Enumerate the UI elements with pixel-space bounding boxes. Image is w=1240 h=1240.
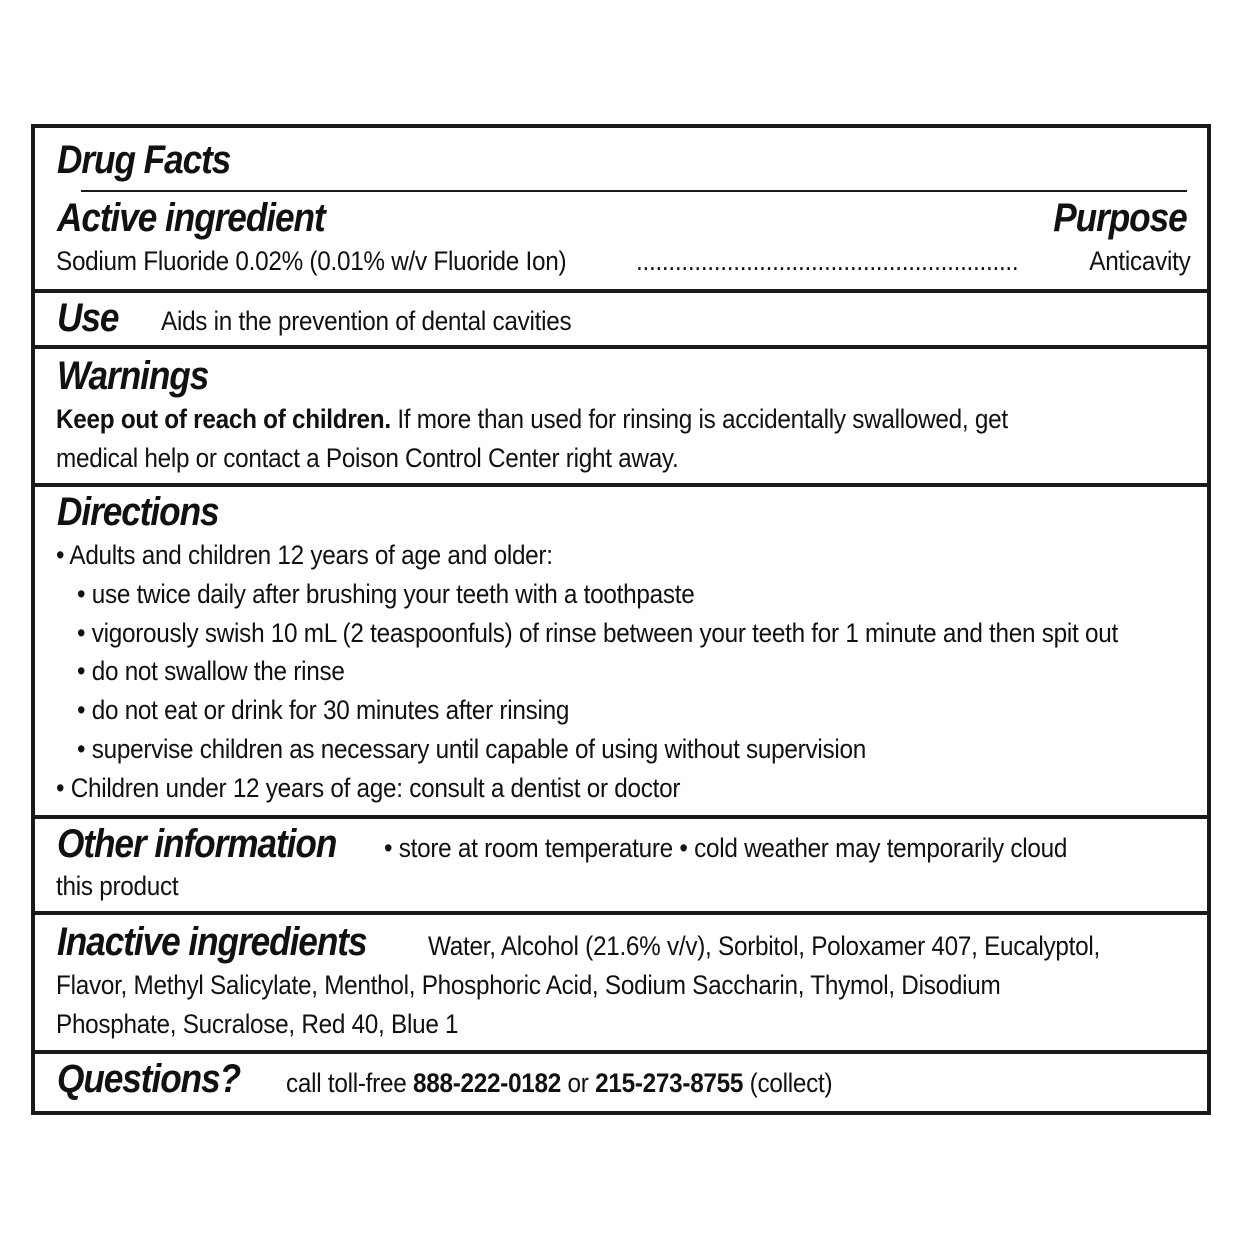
- directions-heading: Directions: [57, 490, 219, 534]
- active-ingredient-row: [56, 246, 1191, 280]
- directions-subitem: • do not eat or drink for 30 minutes after rinsing: [77, 695, 570, 725]
- inactive-ingredients-line-2: Flavor, Methyl Salicylate, Menthol, Phosphoric Acid, Sodium Saccharin, Thymol, Disodium: [56, 970, 1001, 1000]
- directions-item: • Children under 12 years of age: consult a dentist or doctor: [56, 773, 681, 803]
- directions-subitem: • vigorously swish 10 mL (2 teaspoonfuls) of rinse between your teeth for 1 minute and then spit out: [77, 618, 1118, 648]
- drug-facts-title: Drug Facts: [57, 138, 231, 182]
- purpose-text: Anticavity: [1089, 246, 1191, 276]
- directions-subitem: • do not swallow the rinse: [77, 656, 345, 686]
- inactive-ingredients-line-1: Water, Alcohol (21.6% v/v), Sorbitol, Poloxamer 407, Eucalyptol,: [428, 931, 1101, 961]
- warnings-heading: Warnings: [57, 354, 209, 398]
- section-divider: [35, 1050, 1207, 1054]
- phone-collect[interactable]: 215-273-8755: [595, 1068, 744, 1098]
- questions-mid: or: [561, 1068, 596, 1098]
- drug-facts-panel: [31, 124, 1211, 1115]
- directions-subitem: • use twice daily after brushing your teeth with a toothpaste: [77, 579, 695, 609]
- section-divider: [35, 289, 1207, 293]
- section-divider: [35, 345, 1207, 349]
- use-text: Aids in the prevention of dental cavities: [161, 306, 572, 336]
- questions-text: [286, 1068, 832, 1099]
- purpose-heading: Purpose: [1053, 196, 1187, 240]
- warnings-bold: Keep out of reach of children.: [56, 404, 391, 434]
- other-information-heading: Other information: [57, 822, 337, 866]
- warnings-line-2: medical help or contact a Poison Control Center right away.: [56, 443, 679, 473]
- leader-dots: ...........................................................: [636, 246, 1019, 276]
- active-ingredient-text: Sodium Fluoride 0.02% (0.01% w/v Fluoride Ion): [56, 246, 567, 276]
- warnings-text-1: If more than used for rinsing is accidentally swallowed, get: [390, 404, 1008, 434]
- directions-subitem: • supervise children as necessary until capable of using without supervision: [77, 734, 866, 764]
- title-divider: [81, 190, 1187, 192]
- section-divider: [35, 815, 1207, 819]
- questions-pre: call toll-free: [286, 1068, 413, 1098]
- section-divider: [35, 483, 1207, 487]
- questions-heading: Questions?: [57, 1057, 241, 1101]
- directions-item: • Adults and children 12 years of age and older:: [56, 540, 553, 570]
- phone-toll-free[interactable]: 888-222-0182: [412, 1068, 562, 1098]
- other-information-line-2: this product: [56, 871, 179, 901]
- section-divider: [35, 911, 1207, 915]
- other-information-line-1: • store at room temperature • cold weather may temporarily cloud: [384, 833, 1068, 863]
- active-ingredient-heading: Active ingredient: [57, 196, 325, 240]
- inactive-ingredients-line-3: Phosphate, Sucralose, Red 40, Blue 1: [56, 1009, 459, 1039]
- use-heading: Use: [57, 296, 119, 340]
- warnings-line-1: [56, 404, 1008, 435]
- questions-post: (collect): [743, 1068, 833, 1098]
- inactive-ingredients-heading: Inactive ingredients: [57, 920, 367, 964]
